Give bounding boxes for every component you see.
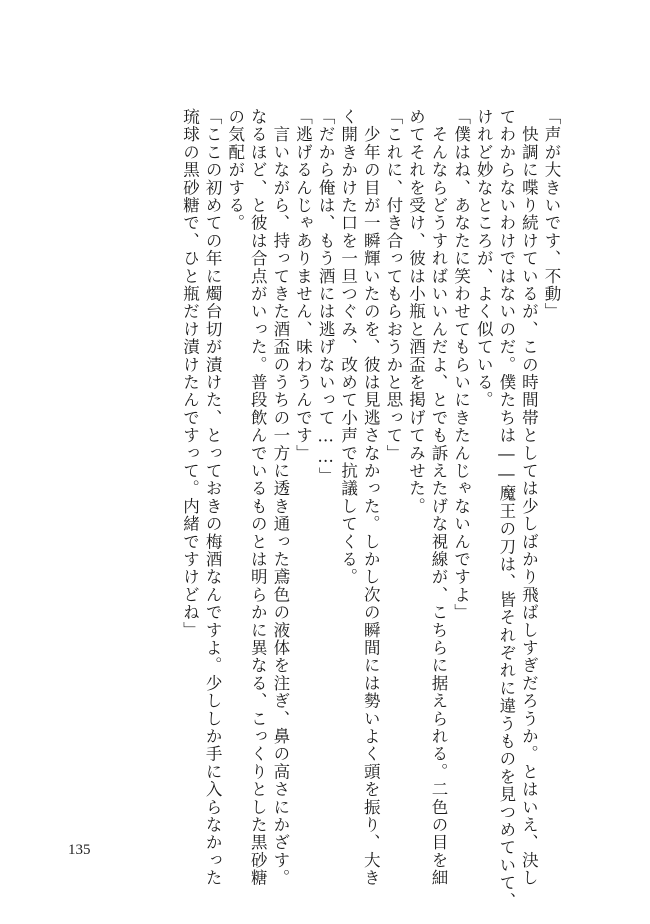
text-line: 「ここの初めての年に燭台切が漬けた、とっておきの梅酒なんですよ。少ししか手に入らなかった [203,108,223,887]
text-line: 少年の目が一瞬輝いたのを、彼は見逃さなかった。しかし次の瞬間には勢いよく頭を振り、大き [361,108,381,887]
text-line: 「僕はね、あなたに笑わせてもらいにきたんじゃないんですよ」 [451,108,471,622]
text-line: てわからないわけではないのだ。僕たちは――魔王の刀は、皆それぞれに違うものを見つめていて、 [496,108,516,910]
text-line: 快調に喋り続けているが、この時間帯としては少しばかり飛ばしすぎだろうか。とはいえ、決し [519,108,539,887]
text-line: 「逃げるんじゃありません、味わうんです」 [293,108,313,462]
text-line: 「これに、付き合ってもらおうかと思って」 [383,108,403,462]
text-line: 言いながら、持ってきた酒盃のうちの一方に透き通った鳶色の液体を注ぎ、鼻の高さにかざす。 [270,108,290,887]
text-line: けれど妙なところが、よく似ている。 [474,108,494,409]
text-line: く開きかけた口を一旦つぐみ、改めて小声で抗議してくる。 [338,108,358,586]
text-line: めてそれを受け、彼は小瓶と酒盃を掲げてみせた。 [406,108,426,516]
body-text [178,108,562,910]
text-line: そんならどうすればいいんだよ、とでも訴えたげな視線が、こちらに据えられる。二色の目を細 [429,108,449,887]
page-number: 135 [68,842,91,858]
text-line: 「声が大きいです、不動」 [542,108,561,321]
text-line: 琉球の黒砂糖で、ひと瓶だけ漬けたんですって。内緒ですけどね」 [180,108,200,639]
text-line: の気配がする。 [225,108,245,232]
text-line: 「だから俺は、もう酒には逃げないって……」 [316,108,336,485]
text-line: なるほど、と彼は合点がいった。普段飲んでいるものとは明らかに異なる、こっくりとした黒砂糖 [248,108,268,887]
